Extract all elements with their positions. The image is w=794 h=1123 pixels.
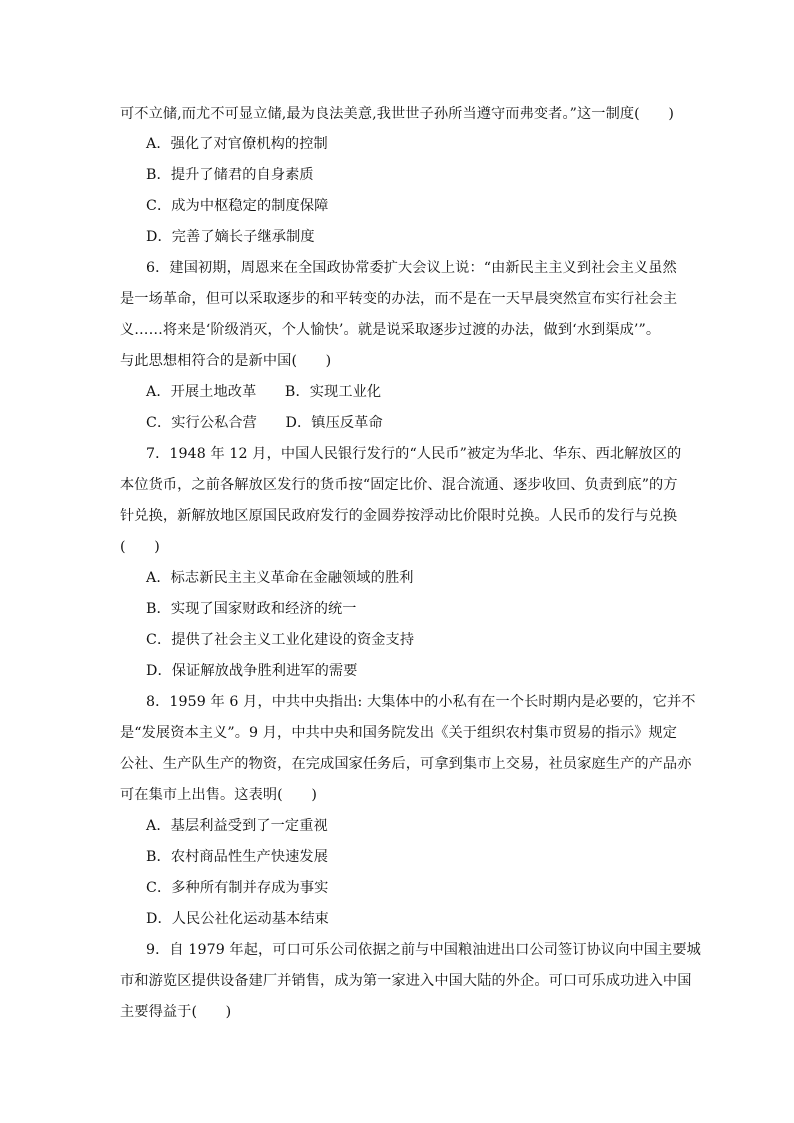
q5-option-c: C．成为中枢稳定的制度保障 [146,198,329,214]
q8-stem-line-4: 可在集市上出售。这表明( ) [120,787,318,803]
q6-stem-line-4: 与此思想相符合的是新中国( ) [120,353,332,369]
q7-option-a: A．标志新民主主义革命在金融领域的胜利 [146,570,414,586]
q9-stem-line-2: 市和游览区提供设备建厂并销售，成为第一家进入中国大陆的外企。可口可乐成功进入中国 [120,973,692,989]
q5-option-b: B．提升了储君的自身素质 [146,167,314,183]
q8-stem-line-3: 公社、生产队生产的物资，在完成国家任务后，可拿到集市上交易，社员家庭生产的产品亦 [120,756,692,772]
q5-stem-continuation: 可不立储,而尤不可显立储,最为良法美意,我世世子孙所当遵守而弗变者。”这一制度( ) [120,106,674,122]
q8-option-c: C．多种所有制并存成为事实 [146,880,329,896]
q8-option-b: B．农村商品性生产快速发展 [146,849,328,865]
q6-stem-line-1: 6．建国初期，周恩来在全国政协常委扩大会议上说：“由新民主主义到社会主义虽然 [146,260,677,276]
q7-stem-line-2: 本位货币，之前各解放区发行的货币按“固定比价、混合流通、逐步收回、负责到底”的方 [120,477,678,493]
q7-option-d: D．保证解放战争胜利进军的需要 [146,663,358,679]
q9-stem-line-3: 主要得益于( ) [120,1004,232,1020]
q7-stem-line-4: ( ) [120,539,160,555]
q7-stem-line-1: 7．1948 年 12 月，中国人民银行发行的“人民币”被定为华北、华东、西北解放区的 [146,446,682,462]
q7-option-b: B．实现了国家财政和经济的统一 [146,601,357,617]
q8-option-d: D．人民公社化运动基本结束 [146,911,329,927]
q6-stem-line-2: 是一场革命，但可以采取逐步的和平转变的办法，而不是在一天早晨突然宣布实行社会主 [120,291,678,307]
q7-stem-line-3: 针兑换，新解放地区原国民政府发行的金圆券按浮动比价限时兑换。人民币的发行与兑换 [120,508,678,524]
q6-options-cd: C．实行公私合营 D．镇压反革命 [146,415,383,431]
q5-option-a: A．强化了对官僚机构的控制 [146,136,328,152]
q7-option-c: C．提供了社会主义工业化建设的资金支持 [146,632,415,648]
q5-option-d: D．完善了嫡长子继承制度 [146,229,315,245]
q6-options-ab: A．开展土地改革 B．实现工业化 [146,384,382,400]
q8-stem-line-2: 是“发展资本主义”。9 月，中共中央和国务院发出《关于组织农村集市贸易的指示》规定 [120,725,678,741]
q8-stem-line-1: 8．1959 年 6 月，中共中央指出: 大集体中的小私有在一个长时期内是必要的，它并不 [146,694,696,710]
q6-stem-line-3: 义……将来是‘阶级消灭，个人愉快’。就是说采取逐步过渡的办法，做到‘水到渠成’”。 [120,322,661,338]
q9-stem-line-1: 9．自 1979 年起，可口可乐公司依据之前与中国粮油进出口公司签订协议向中国主要城 [146,942,701,958]
q8-option-a: A．基层利益受到了一定重视 [146,818,328,834]
